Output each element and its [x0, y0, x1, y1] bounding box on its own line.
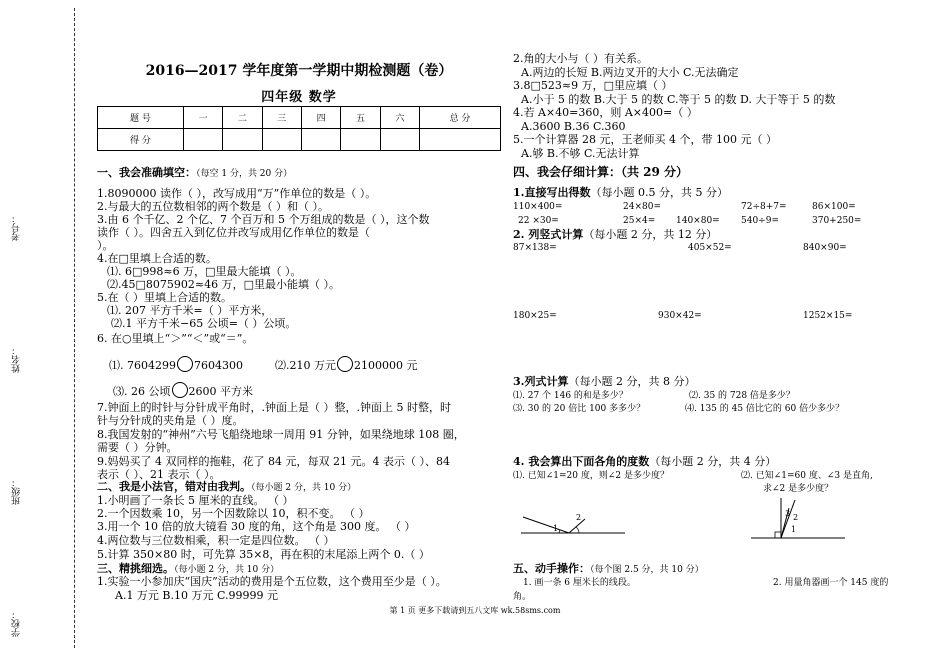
compare-left: ⑴. 7604299 [109, 359, 176, 372]
judge-item: 2.一个因数乘 10，另一个因数除以 10，积不变。 （ ） [97, 507, 370, 520]
choice-question: 3.8□523≈9 万，□里应填（ ） [513, 79, 673, 92]
score-cell: 二 [223, 107, 262, 129]
angle-figure-b [749, 496, 849, 544]
section2-note: （每小题 2 分，共 10 分） [251, 483, 357, 493]
section1-header: 一、我会准确填空： [97, 166, 196, 179]
page-footer: 第 1 页 更多下载请到五八文库 wk.58sms.com [389, 606, 561, 615]
score-cell: 六 [380, 107, 419, 129]
q-line: ⑵.1 平方千米−65 公顷=（ ）公顷。 [111, 317, 297, 330]
compare-left: ⑶. 26 公顷 [113, 385, 171, 398]
oral-item: 140×80= [676, 216, 720, 226]
part4-heading [513, 455, 776, 468]
word-problem: ⑷. 135 的 45 倍比它的 60 倍少多少？ [685, 404, 845, 414]
score-blank[interactable] [262, 129, 301, 151]
section1-note: （每空 1 分，共 20 分） [196, 169, 293, 179]
q-line: 9.妈妈买了 4 双同样的拖鞋，花了 84 元，每双 21 元。4 表示（ ）、84 [97, 455, 450, 468]
angle-label-2: 2 [576, 513, 582, 522]
score-cell: 得 分 [98, 129, 184, 151]
part1-note: （每小题 0.5 分，共 5 分） [590, 186, 728, 199]
angle-question-b-line2: 求∠2 是多少度？ [763, 484, 834, 494]
section4-header: 四、我会仔细计算：（共 29 分） [513, 165, 689, 179]
q-line: 3.由 6 个千亿、2 个亿、7 个百万和 5 个万组成的数是（ ），这个数 [97, 213, 430, 226]
score-cell: 四 [301, 107, 340, 129]
exam-title: 2016—2017 学年度第一学期中期检测题（卷） [145, 63, 453, 79]
part3-note: （每小题 2 分，共 8 分） [568, 375, 696, 388]
vertical-calc-item: 1252×15= [803, 311, 853, 321]
section3-header: 三、精挑细选。 [97, 562, 174, 575]
choice-question: 1.实验一小参加庆“国庆”活动的费用是个五位数，这个费用至少是（ ）。 [97, 575, 447, 588]
oral-item: 25×4= [623, 216, 656, 226]
angle-label-2: 2 [793, 513, 799, 522]
judge-item: 4.两位数与三位数相乘，积一定是四位数。 （ ） [97, 534, 335, 547]
score-blank[interactable] [183, 129, 222, 151]
angle-label-1: 1 [553, 524, 559, 533]
part3-title: 3.列式计算 [513, 375, 569, 388]
q-line: 1.8090000 读作（ ），改写成用“万”作单位的数是（ ）。 [97, 187, 377, 200]
drawing-task-1: 1. 画一条 6 厘米长的线段。 [523, 578, 636, 588]
vertical-calc-item: 180×25= [513, 311, 557, 321]
score-cell: 题 号 [98, 107, 184, 129]
q-line: ）。 [97, 239, 114, 252]
choice-question: 4.若 A×40=360，则 A×400=（ ） [513, 106, 698, 119]
section1-heading [97, 166, 292, 181]
xingming-label: 姓名： [12, 346, 22, 373]
q-line: 6. 在○里填上“＞”“＜”或“＝”。 [97, 332, 254, 345]
word-problem: ⑵. 35 的 728 倍是多少？ [689, 391, 795, 401]
score-header-row [98, 107, 501, 129]
banji-label: 班级： [12, 478, 22, 505]
word-problem: ⑶. 30 的 20 倍比 100 多多少？ [513, 404, 646, 414]
section5-note: （每个图 2.5 分，共 10 分） [590, 565, 704, 575]
q-line: 需要（ ）分钟。 [97, 441, 178, 454]
angle-label-1: 1 [791, 525, 797, 534]
compare-1 [109, 356, 243, 372]
part4-note: （每小题 2 分，共 4 分） [649, 455, 777, 468]
part2-heading [513, 228, 717, 241]
compare-right: 2600 平方米 [188, 385, 253, 398]
word-problem: ⑴. 27 个 146 的和是多少？ [513, 391, 628, 401]
oral-item: 24×80= [623, 202, 661, 212]
score-cell: 一 [183, 107, 222, 129]
score-blank[interactable] [223, 129, 262, 151]
compare-3 [113, 382, 253, 398]
binding-strip [0, 0, 80, 658]
oral-item: 110×400= [513, 202, 563, 212]
choice-options: A.3600 B.36 C.360 [521, 120, 626, 133]
drawing-task-2-cont: 角。 [513, 592, 532, 602]
xuexiao-label: 学校： [12, 610, 22, 637]
part3-heading [513, 375, 695, 388]
choice-question: 2.角的大小与（ ）有关系。 [513, 52, 648, 65]
q-line: 5.在（ ）里填上合适的数。 [97, 291, 232, 304]
section3-note: （每小题 2 分，共 10 分） [174, 565, 280, 575]
compare-left: ⑵.210 万元 [275, 359, 336, 372]
q-line: ⑴. 6□998≈6 万，□里最大能填（ ）。 [107, 265, 302, 278]
compare-2 [275, 356, 418, 372]
part2-note: （每小题 2 分，共 12 分） [583, 228, 718, 241]
q-line: 4.在□里填上合适的数。 [97, 252, 217, 265]
score-blank[interactable] [341, 129, 380, 151]
oral-item: 86×100= [812, 202, 856, 212]
section2-header: 二、我是小法官，错对由我判。 [97, 480, 251, 493]
angle-label-3: 3 [785, 509, 791, 518]
choice-options: A.两边的长短 B.两边叉开的大小 C.无法确定 [521, 66, 739, 79]
section5-heading [513, 562, 704, 577]
choice-options: A.1 万元 B.10 万元 C.99999 元 [115, 589, 279, 602]
section5-header: 五、动手操作： [513, 562, 590, 575]
part4-title: 4. 我会算出下面各角的度数 [513, 455, 650, 468]
score-value-row [98, 129, 501, 151]
q-line: 读作（ ）。四舍五入到亿位并改写成用亿作单位的数是（ [97, 226, 370, 239]
part1-title: 1.直接写出得数 [513, 186, 591, 199]
q-line: 表示（ ）、21 表示（ ）。 [97, 468, 221, 481]
q-line: 针与分针成的夹角是（ ）度。 [97, 414, 244, 427]
q-line: 8.我国发射的“神州”六号飞船绕地球一周用 91 分钟，如果绕地球 108 圈， [97, 428, 465, 441]
choice-question: 5.一个计算器 28 元，王老师买 4 个，带 100 元（ ） [513, 133, 777, 146]
vertical-calc-item: 87×138= [513, 243, 557, 253]
compare-right: 7604300 [193, 359, 243, 372]
judge-item: 5.计算 350×80 时，可先算 35×8，再在积的末尾添上两个 0.（ ） [97, 548, 430, 561]
angle-figure-a [519, 505, 629, 545]
part1-heading [513, 186, 728, 199]
vertical-calc-item: 405×52= [688, 243, 732, 253]
oral-item: 540÷9= [741, 216, 779, 226]
q-line: 7.钟面上的时针与分针成平角时，.钟面上是（ ）整，.钟面上 5 时整，时 [97, 401, 451, 414]
score-table [97, 106, 501, 151]
angle-question-b: ⑵. 已知∠1=60 度、∠3 是直角, [741, 471, 873, 481]
judge-item: 1.小明画了一条长 5 厘米的直线。 （ ） [97, 494, 294, 507]
drawing-task-2: 2. 用量角器画一个 145 度的 [773, 578, 889, 588]
score-blank[interactable] [420, 129, 501, 151]
oral-item: 370+250= [812, 216, 862, 226]
choice-options: A.小于 5 的数 B.大于 5 的数 C.等于 5 的数 D. 大于等于 5 的数 [521, 93, 836, 106]
score-cell: 三 [262, 107, 301, 129]
cut-line [74, 8, 75, 648]
vertical-calc-item: 930×42= [658, 311, 702, 321]
score-cell: 总 分 [420, 107, 501, 129]
compare-circle[interactable] [177, 356, 193, 372]
oral-item: 72÷8+7= [741, 202, 787, 212]
score-cell: 五 [341, 107, 380, 129]
part2-title: 2. 列竖式计算 [513, 228, 584, 241]
angle-question-a: ⑴. 已知∠1=20 度，则∠2 是多少度？ [513, 471, 669, 481]
right-angle-mark [775, 532, 781, 538]
compare-circle[interactable] [172, 382, 188, 398]
section2-heading [97, 480, 356, 495]
kaohao-label: 考号： [12, 214, 22, 241]
exam-subtitle: 四年级 数学 [261, 90, 337, 105]
score-blank[interactable] [301, 129, 340, 151]
vertical-calc-item: 840×90= [803, 243, 847, 253]
compare-circle[interactable] [337, 356, 353, 372]
q-line: ⑵.45□8075902≈46 万，□里最小能填（ ）。 [107, 278, 340, 291]
angle-arc [576, 527, 579, 533]
q-line: ⑴. 207 平方千米=（ ）平方米， [107, 304, 273, 317]
oral-item: 22 ×30= [518, 216, 559, 226]
compare-right: 2100000 元 [354, 359, 418, 372]
q-line: 2.与最大的五位数相邻的两个数是（ ）和（ ）。 [97, 200, 329, 213]
judge-item: 3.用一个 10 倍的放大镜看 30 度的角，这个角是 300 度。 （ ） [97, 520, 416, 533]
score-blank[interactable] [380, 129, 419, 151]
choice-options: A.够 B.不够 C.无法计算 [521, 147, 640, 160]
angle-ray [523, 517, 569, 533]
